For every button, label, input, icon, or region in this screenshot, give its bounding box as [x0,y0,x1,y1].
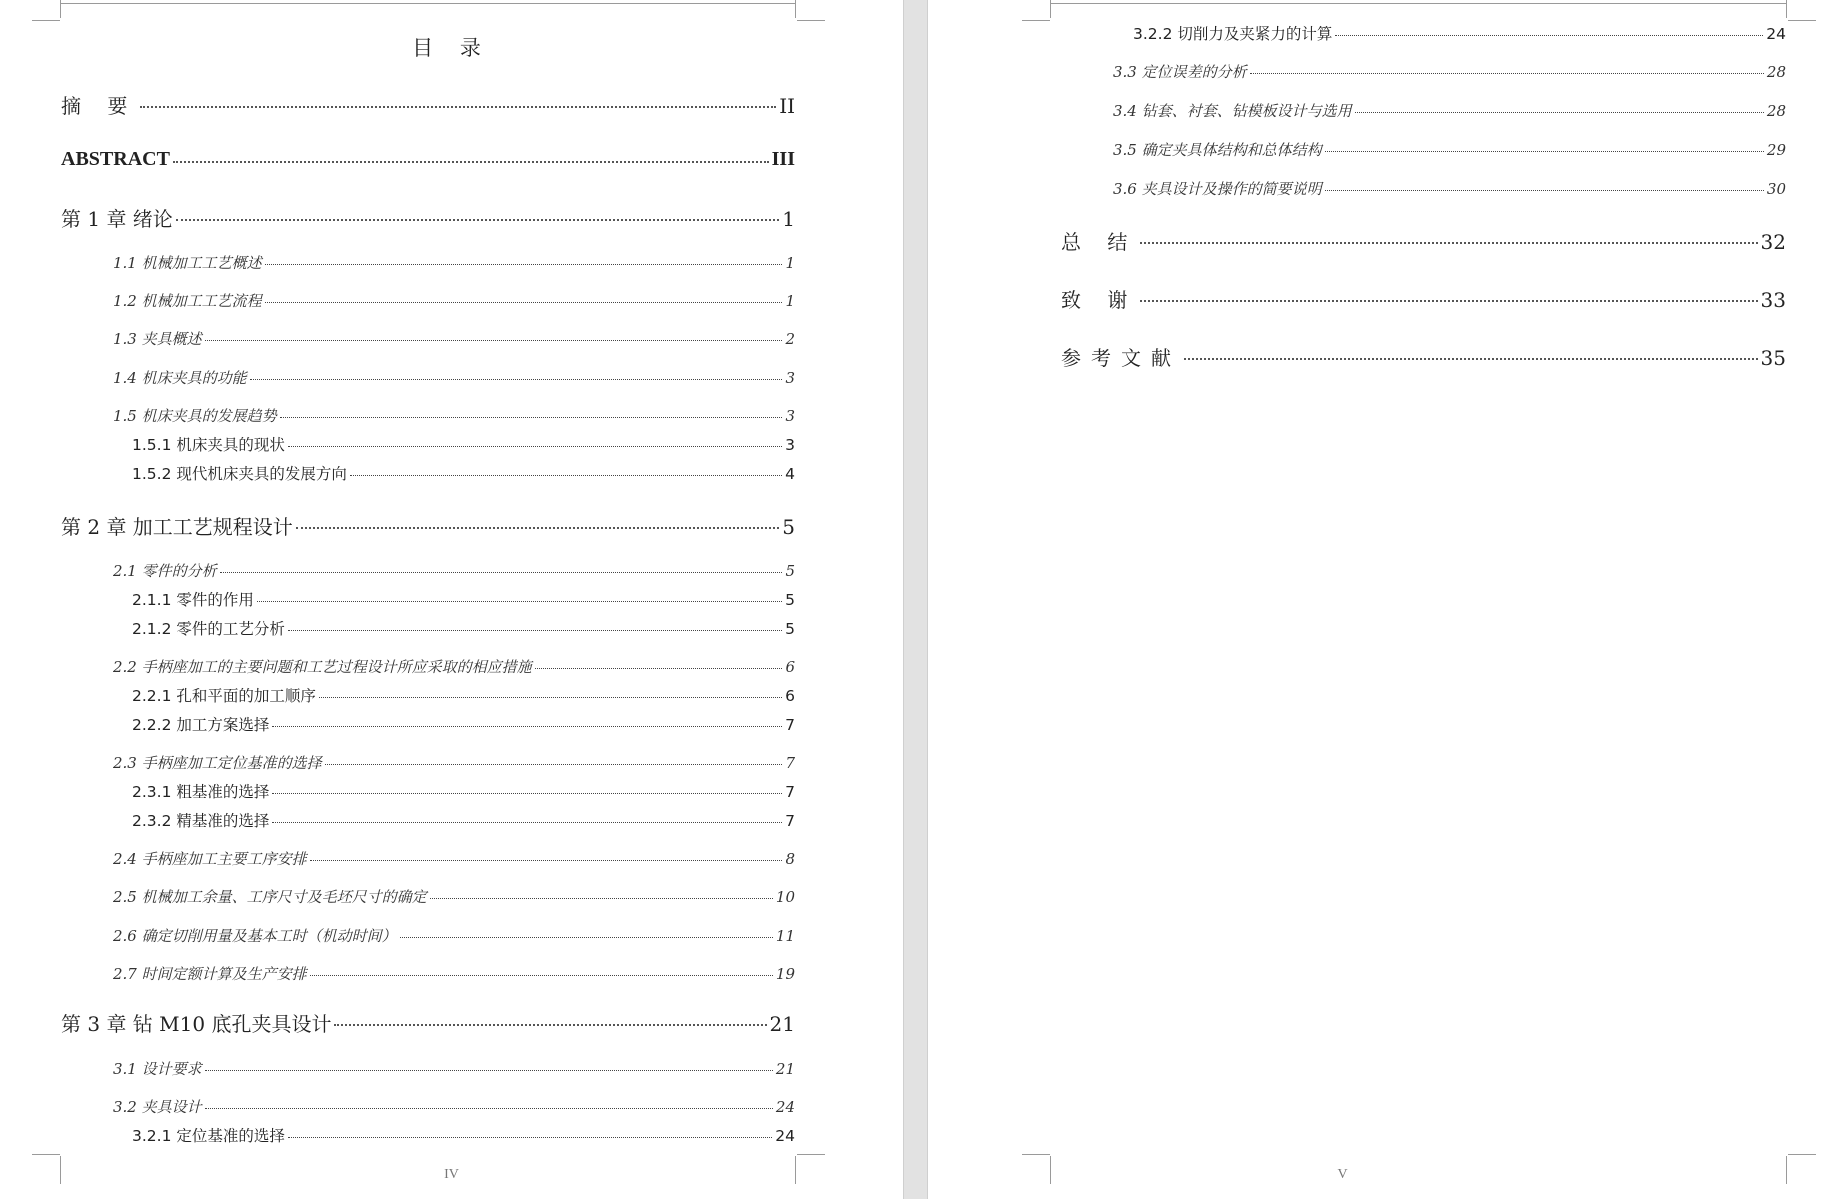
leader-dots [296,527,779,529]
toc-entry-text: 1.1 机械加工工艺概述 [113,254,262,272]
toc-entry-1-3[interactable] [113,328,795,349]
toc-entry-3-4[interactable] [1113,100,1786,121]
toc-page-number: 33 [1760,288,1786,312]
toc-entry-2-7[interactable] [113,963,795,984]
toc-entry-text: 2.5 机械加工余量、工序尺寸及毛坯尺寸的确定 [113,888,427,906]
toc-entry-3-6[interactable] [1113,178,1786,199]
toc-page-number: 21 [769,1012,795,1036]
leader-dots [1250,73,1764,74]
leader-dots [205,1108,773,1109]
page-top-edge [1050,3,1786,4]
toc-entry-text: 2.3 手柄座加工定位基准的选择 [113,754,322,772]
toc-page-number: 7 [785,783,795,801]
toc-entry-text: 3.1 设计要求 [113,1060,202,1078]
toc-page-number: 7 [785,754,795,772]
toc-page-number: 7 [785,716,795,734]
toc-entry-2-3-2[interactable] [132,809,795,831]
toc-entry-1-5-1[interactable] [132,433,795,455]
toc-page-number: 5 [785,562,795,580]
leader-dots [250,379,783,380]
toc-entry-text: 2.1.2 零件的工艺分析 [132,620,285,638]
toc-entry-text: 1.3 夹具概述 [113,330,202,348]
leader-dots [310,860,783,861]
toc-entry-references[interactable] [1061,342,1786,371]
toc-entry-text: 2.6 确定切削用量及基本工时（机动时间） [113,927,397,945]
leader-dots [140,106,776,108]
toc-page-number: 1 [785,254,795,272]
toc-entry-text: 1.4 机床夹具的功能 [113,369,247,387]
leader-dots [265,302,783,303]
toc-entry-2-3-1[interactable] [132,780,795,802]
toc-page-number: 29 [1766,141,1786,159]
toc-page-number: 24 [775,1127,795,1145]
toc-entry-3-3[interactable] [1113,61,1786,82]
toc-page-number: 30 [1766,180,1786,198]
document-page-right [928,0,1837,1199]
toc-page-number: 28 [1766,102,1786,120]
leader-dots [1184,358,1758,360]
toc-entry-2-1-2[interactable] [132,617,795,639]
leader-dots [288,446,782,447]
leader-dots [1355,112,1764,113]
toc-entry-chapter-1[interactable] [61,203,795,232]
crop-mark [1786,0,1787,18]
leader-dots [205,1070,773,1071]
toc-entry-text: 3.4 钻套、衬套、钻模板设计与选用 [1113,102,1352,120]
toc-entry-text: 摘 要 [61,94,138,118]
toc-entry-text: ABSTRACT [61,148,170,170]
toc-entry-text: 2.4 手柄座加工主要工序安排 [113,850,307,868]
toc-page-number: 5 [785,620,795,638]
toc-page-number: 3 [785,436,795,454]
toc-entry-3-1[interactable] [113,1058,795,1079]
document-page-left [0,0,903,1199]
toc-page-number: 32 [1760,230,1786,254]
crop-mark [1788,20,1816,21]
crop-mark [795,0,796,18]
toc-entry-text: 第 2 章 加工工艺规程设计 [61,515,293,539]
toc-entry-text: 2.2 手柄座加工的主要问题和工艺过程设计所应采取的相应措施 [113,658,532,676]
toc-page-number: 7 [785,812,795,830]
toc-entry-text: 2.7 时间定额计算及生产安排 [113,965,307,983]
toc-entry-2-2-2[interactable] [132,713,795,735]
toc-entry-text: 1.5.1 机床夹具的现状 [132,436,285,454]
leader-dots [272,822,782,823]
leader-dots [176,219,779,221]
toc-entry-text: 2.1 零件的分析 [113,562,217,580]
toc-page-number: 24 [775,1098,795,1116]
crop-mark [1022,1154,1050,1155]
leader-dots [430,898,773,899]
toc-entry-2-2-1[interactable] [132,684,795,706]
toc-page-number: 1 [785,292,795,310]
crop-mark [60,0,61,18]
toc-entry-text: 致 谢 [1061,288,1138,312]
toc-page-number: 19 [775,965,795,983]
toc-entry-1-5-2[interactable] [132,462,795,484]
toc-page-number: 35 [1760,346,1786,370]
leader-dots [220,572,783,573]
toc-entry-2-6[interactable] [113,925,795,946]
toc-entry-2-5[interactable] [113,886,795,907]
toc-entry-3-5[interactable] [1113,139,1786,160]
toc-entry-text: 1.5 机床夹具的发展趋势 [113,407,277,425]
crop-mark [1050,0,1051,18]
toc-entry-text: 参考文献 [1061,346,1181,370]
toc-entry-1-4[interactable] [113,367,795,388]
toc-entry-acknowledgements[interactable] [1061,284,1786,313]
toc-page-number: 1 [782,207,795,231]
toc-entry-2-1[interactable] [113,560,795,581]
leader-dots [1325,190,1764,191]
leader-dots [272,726,782,727]
crop-mark [797,1154,825,1155]
toc-entry-2-4[interactable] [113,848,795,869]
leader-dots [1325,151,1764,152]
toc-entry-text: 2.3.2 精基准的选择 [132,812,270,830]
toc-entry-text: 3.3 定位误差的分析 [1113,63,1247,81]
toc-entry-2-3[interactable] [113,752,795,773]
toc-entry-text: 2.2.1 孔和平面的加工顺序 [132,687,316,705]
toc-page-number: 11 [775,927,795,945]
toc-entry-text: 第 3 章 钻 M10 底孔夹具设计 [61,1012,332,1036]
toc-page-number: 6 [785,658,795,676]
leader-dots [400,937,773,938]
leader-dots [1140,242,1757,244]
leader-dots [1335,35,1763,36]
toc-page-number: 3 [785,407,795,425]
page-footer-number: V [1337,1167,1348,1182]
leader-dots [205,340,783,341]
toc-page-number: 21 [775,1060,795,1078]
page-footer-number: IV [444,1167,459,1182]
toc-page-number: 4 [785,465,795,483]
toc-title: 目 录 [412,36,491,60]
toc-entry-text: 3.6 夹具设计及操作的简要说明 [1113,180,1322,198]
toc-entry-text: 总 结 [1061,230,1138,254]
toc-page-number: 28 [1766,63,1786,81]
crop-mark [32,20,60,21]
toc-page-number: 24 [1766,25,1786,43]
toc-entry-1-5[interactable] [113,405,795,426]
toc-page-number: 10 [775,888,795,906]
toc-page-number: 5 [782,515,795,539]
toc-page-number: II [779,94,795,118]
leader-dots [319,697,782,698]
toc-page-number: 3 [785,369,795,387]
toc-entry-3-2[interactable] [113,1096,795,1117]
toc-entry-text: 3.5 确定夹具体结构和总体结构 [1113,141,1322,159]
toc-entry-text: 3.2.2 切削力及夹紧力的计算 [1133,25,1333,43]
leader-dots [350,475,782,476]
page-top-edge [60,3,795,4]
leader-dots [1140,300,1757,302]
toc-entry-2-1-1[interactable] [132,588,795,610]
page-gutter [903,0,928,1199]
leader-dots [310,975,773,976]
toc-entry-chapter-3[interactable] [61,1008,795,1037]
crop-mark [1022,20,1050,21]
toc-entry-abstract-en[interactable] [61,148,795,171]
toc-entry-abstract-cn[interactable] [61,90,795,119]
toc-page-number: 6 [785,687,795,705]
leader-dots [265,264,783,265]
toc-entry-chapter-2[interactable] [61,511,795,540]
toc-page-number: III [771,148,795,170]
toc-entry-text: 1.2 机械加工工艺流程 [113,292,262,310]
leader-dots [535,668,783,669]
toc-entry-text: 1.5.2 现代机床夹具的发展方向 [132,465,347,483]
crop-mark [797,20,825,21]
toc-entry-1-2[interactable] [113,290,795,311]
toc-page-number: 8 [785,850,795,868]
toc-page-number: 2 [785,330,795,348]
toc-entry-text: 3.2 夹具设计 [113,1098,202,1116]
toc-entry-text: 2.1.1 零件的作用 [132,591,254,609]
leader-dots [280,417,783,418]
leader-dots [288,1137,772,1138]
toc-entry-text: 3.2.1 定位基准的选择 [132,1127,285,1145]
toc-entry-text: 2.2.2 加工方案选择 [132,716,270,734]
leader-dots [173,161,769,163]
toc-entry-3-2-2[interactable] [1133,22,1786,44]
leader-dots [288,630,782,631]
toc-entry-1-1[interactable] [113,252,795,273]
crop-mark [1788,1154,1816,1155]
leader-dots [272,793,782,794]
leader-dots [325,764,783,765]
leader-dots [334,1024,766,1026]
toc-page-number: 5 [785,591,795,609]
crop-mark [32,1154,60,1155]
toc-entry-3-2-1[interactable] [132,1124,795,1146]
toc-entry-text: 2.3.1 粗基准的选择 [132,783,270,801]
toc-entry-2-2[interactable] [113,656,795,677]
toc-entry-text: 第 1 章 绪论 [61,207,173,231]
leader-dots [257,601,782,602]
toc-entry-summary[interactable] [1061,226,1786,255]
